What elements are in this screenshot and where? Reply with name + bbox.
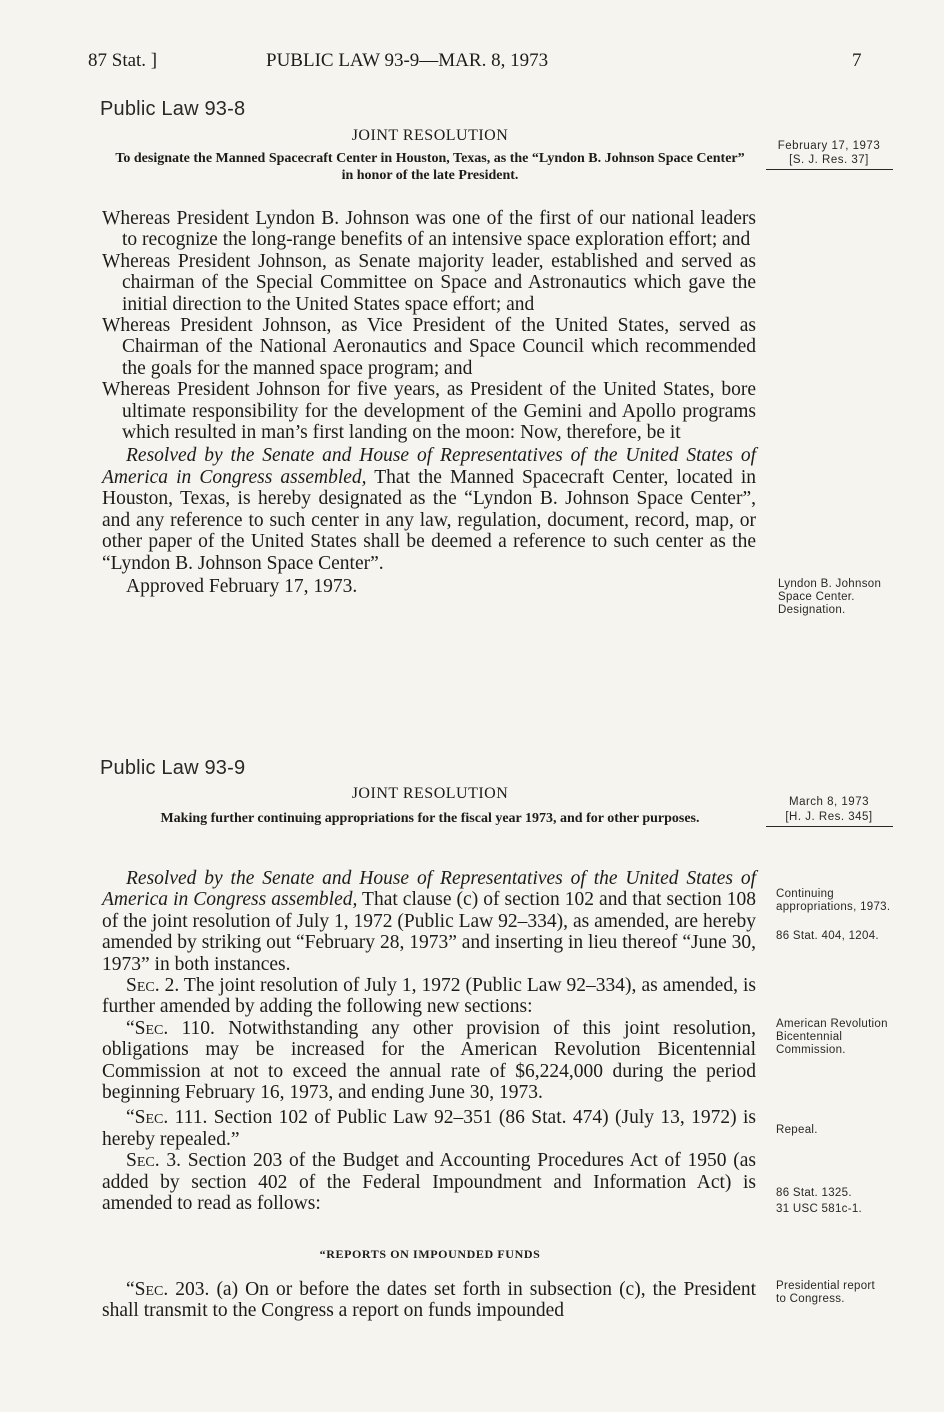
margin-repeal: Repeal. — [776, 1124, 818, 1136]
section-110 — [102, 1018, 756, 1104]
law-93-9-title: Making further continuing appropriations for the fiscal year 1973, and for other purposes. — [160, 811, 700, 826]
margin-stat-1325: 86 Stat. 1325. — [776, 1187, 852, 1199]
header-title: PUBLIC LAW 93-9—MAR. 8, 1973 — [266, 50, 549, 71]
law-93-9-resolved-clause — [102, 868, 756, 975]
resolved-enacting-phrase: Resolved by the Senate and House of Representatives of the United States of America in Congress assembled, — [102, 445, 756, 488]
margin-stat-404: 86 Stat. 404, 1204. — [776, 930, 879, 942]
section-label: Sec. 2. — [126, 975, 180, 997]
law-93-8-resolved-clause — [102, 445, 756, 573]
section-label: “Sec. 203. — [126, 1279, 210, 1300]
margin-bicentennial-commission: American Revolution Bicentennial Commission. — [776, 1018, 888, 1056]
margin-presidential-report: Presidential report to Congress. — [776, 1280, 876, 1305]
header-stat-ref: 87 Stat. ] — [88, 50, 158, 71]
law-93-9-margin-date: March 8, 1973 — [788, 796, 869, 808]
section-text: Section 102 of Public Law 92–351 (86 Stat. 474) (July 13, 1972) is hereby repealed.” — [102, 1107, 756, 1150]
section-203 — [102, 1279, 756, 1322]
law-93-8-margin-note: Lyndon B. Johnson Space Center. Designation. — [778, 578, 882, 616]
law-93-8-title: To designate the Manned Spacecraft Center in Houston, Texas, as the “Lyndon B. Johnson Space Center” in honor of the late President. — [115, 151, 745, 183]
law-93-8-label: Public Law 93-8 — [100, 98, 246, 120]
whereas-clause: Whereas President Lyndon B. Johnson was one of the first of our national leaders to recognize the long-range benefits of an intensive space exploration effort; and — [102, 208, 756, 251]
resolved-enacting-phrase: Resolved by the Senate and House of Representatives of the United States of America in Congress assembled, — [102, 868, 756, 911]
law-93-8-margin-ref: [S. J. Res. 37] — [789, 154, 869, 166]
whereas-clause: Whereas President Johnson, as Vice President of the United States, served as Chairman of the National Aeronautics and Space Council which recommended the goals for the manned space program; and — [102, 315, 756, 379]
resolved-text: That the Manned Spacecraft Center, located in Houston, Texas, is hereby designated as the “Lyndon B. Johnson Space Center”, and any reference to such center in any law, regulation, document, record, map, or other paper of the United States shall be deemed a reference to such center as the “Lyndon B. Johnson Space Center”. — [102, 466, 756, 574]
resolved-text: That clause (c) of section 102 and that section 108 of the joint resolution of July 1, 1972 (Public Law 92–334), as amended, are hereby amended by striking out “February 28, 1973” and inserting in lieu thereof “June 30, 1973” in both instances. — [102, 889, 756, 975]
law-93-8-joint-resolution-heading: JOINT RESOLUTION — [351, 127, 509, 144]
section-203-text — [102, 1279, 756, 1322]
law-93-9-joint-resolution-heading: JOINT RESOLUTION — [351, 785, 509, 802]
section-111 — [102, 1107, 756, 1150]
section-text: Notwithstanding any other provision of this joint resolution, obligations may be increased for the American Revolution Bicentennial Commission at not to exceed the annual rate of $6,224,000 during the period beginning February 16, 1973, and ending June 30, 1973. — [102, 1017, 756, 1104]
law-93-9-label: Public Law 93-9 — [100, 757, 246, 779]
law-93-8-approved: Approved February 17, 1973. — [126, 575, 358, 597]
section-2 — [102, 975, 756, 1018]
header-page-number: 7 — [852, 50, 862, 71]
section-label: “Sec. 111. — [126, 1107, 208, 1129]
margin-usc: 31 USC 581c-1. — [776, 1203, 863, 1215]
section-label: “Sec. 110. — [126, 1017, 215, 1039]
whereas-clause: Whereas President Johnson, as Senate majority leader, established and served as chairman of the Special Committee on Space and Astronautics which gave the initial direction to the United States space effort; and — [102, 250, 756, 315]
law-93-8-margin-rule — [766, 169, 893, 170]
margin-continuing-appropriations: Continuing appropriations, 1973. — [776, 888, 891, 913]
law-93-9-body — [102, 868, 756, 1215]
law-93-8-margin-date: February 17, 1973 — [777, 140, 881, 152]
section-text: The joint resolution of July 1, 1972 (Public Law 92–334), as amended, is further amended by adding the following new sections: — [102, 975, 756, 1018]
section-text: Section 203 of the Budget and Accounting Procedures Act of 1950 (as added by section 402 of the Federal Impoundment and Information Act) is amended to read as follows: — [102, 1150, 756, 1215]
section-text: (a) On or before the dates set forth in subsection (c), the President shall transmit to the Congress a report on funds impounded — [102, 1279, 757, 1322]
section-3 — [102, 1150, 756, 1214]
whereas-clause: Whereas President Johnson for five years, as President of the United States, bore ultimate responsibility for the development of the Gemini and Apollo programs which resulted in man’s first landing on the moon: Now, therefore, be it — [102, 379, 756, 444]
heading-reports-on-impounded-funds: “REPORTS ON IMPOUNDED FUNDS — [319, 1247, 541, 1261]
law-93-8-body — [102, 208, 756, 597]
section-label: Sec. 3. — [126, 1150, 181, 1172]
law-93-9-margin-ref: [H. J. Res. 345] — [785, 811, 873, 823]
law-93-9-margin-rule — [766, 826, 893, 827]
